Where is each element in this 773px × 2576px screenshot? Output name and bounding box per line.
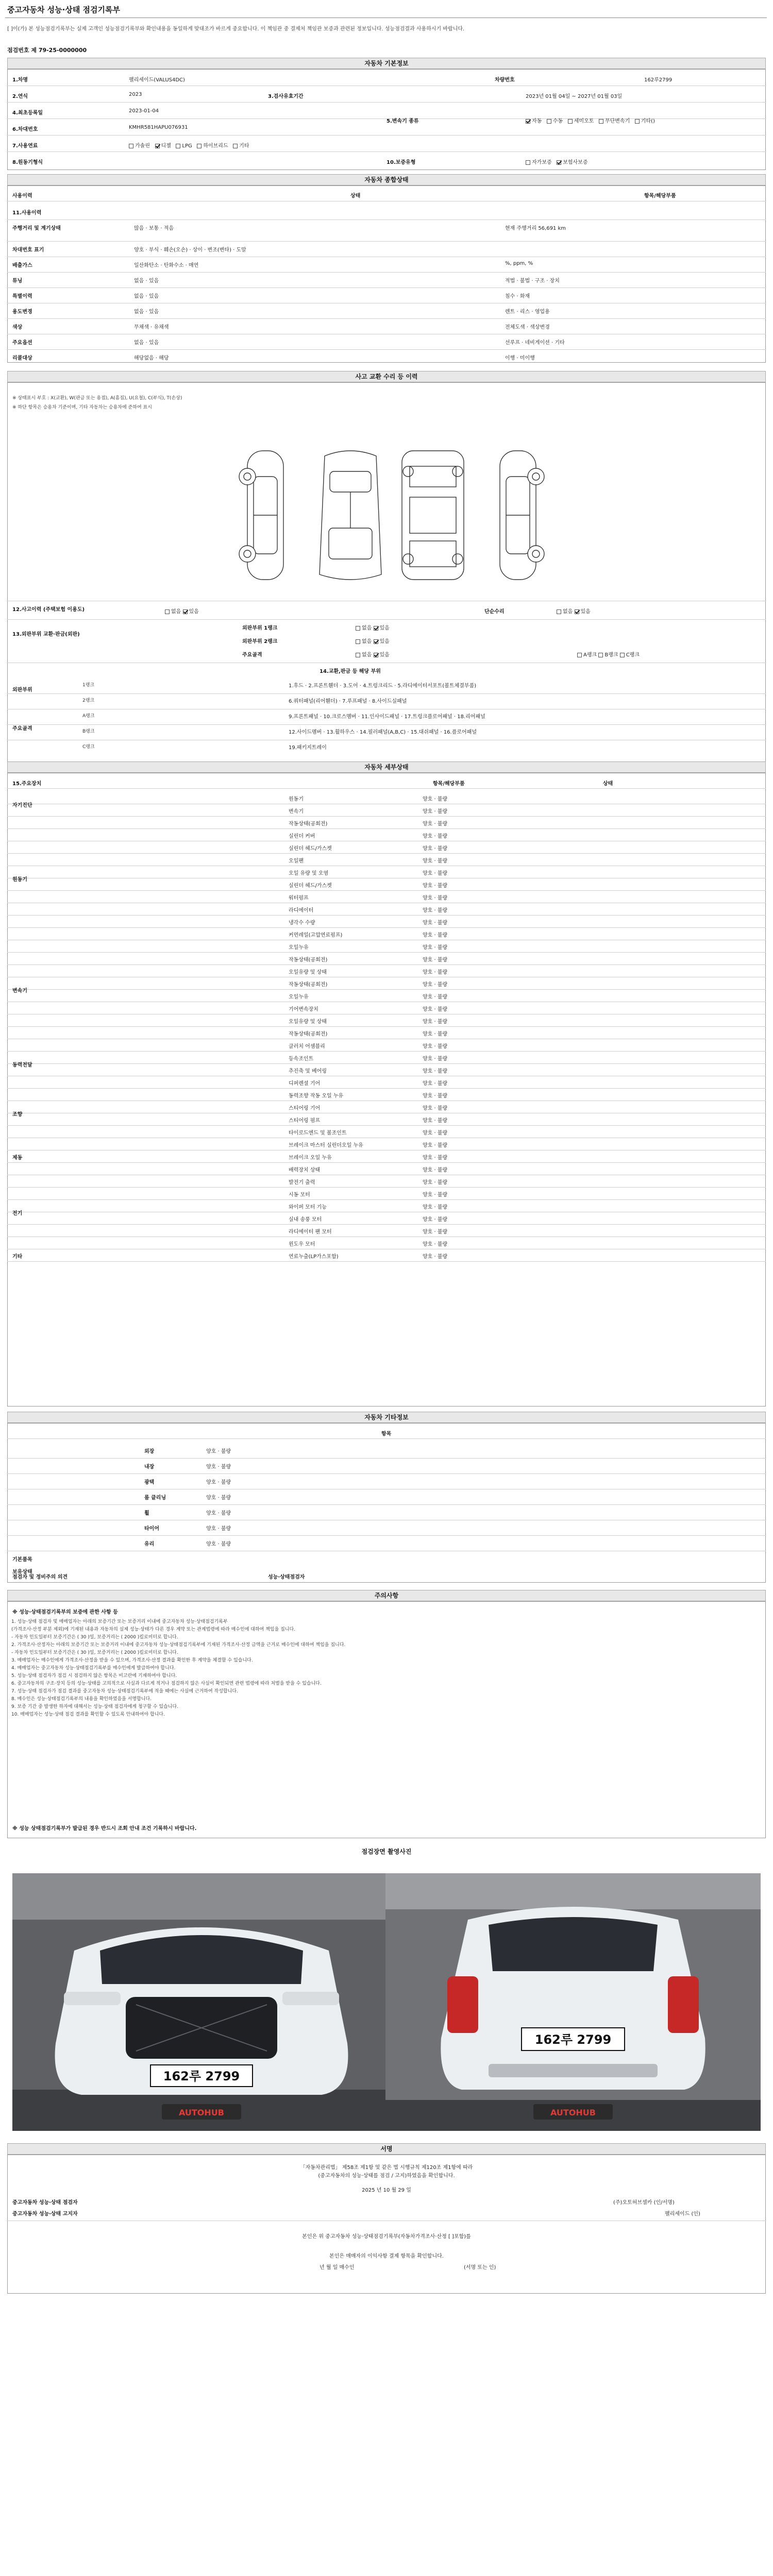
notes-line: 6. 중고자동차의 구조·장치 등의 성능·상태를 고의적으로 사실과 다르게 적거나 점검하지 않은 사실이 확인되면 관련 법령에 따라 처벌을 받을 수 있습니다. (11, 1681, 322, 1686)
detail-state-header: 자동차 세부상태 (7, 761, 766, 773)
detail-state: 양호 · 불량 (423, 1192, 448, 1198)
detail-item: 작동상태(공회전) (289, 982, 328, 988)
overall-row-label: 리콜대상 (12, 355, 32, 361)
part-rank-label: C랭크 (82, 744, 95, 750)
detail-item: 시동 모터 (289, 1192, 310, 1198)
grid-divider (7, 964, 766, 965)
part-row-text: 6.쿼터패널(리어휀더) · 7.루프패널 · 8.사이드실패널 (289, 699, 407, 704)
doc-number-value: 79-25-0000000 (38, 47, 87, 54)
signature-statement-1: 「자동차관리법」 제58조 제1항 및 같은 법 시행규칙 제120조 제1항에 따라 (300, 2165, 473, 2171)
detail-state: 양호 · 불량 (423, 809, 448, 815)
detail-item: 오일팬 (289, 858, 304, 864)
detail-group-name: 전기 (12, 1211, 23, 1216)
grid-divider (7, 1187, 766, 1188)
overall-row-label: 색상 (12, 325, 23, 330)
overall-col-2: 상태 (350, 193, 361, 199)
rank2-label: 외판부위 2랭크 (242, 639, 278, 645)
seller-label: 중고자동차 성능·상태 고지자 (12, 2211, 78, 2217)
front-photo (12, 1873, 391, 2131)
overall-state-header: 자동차 종합상태 (7, 174, 766, 185)
buyer-sign: (서명 또는 인) (464, 2265, 496, 2270)
car-underbody-icon (402, 451, 464, 580)
overall-row-state: 없음 · 있음 (134, 340, 159, 346)
overall-row-note: 침수 · 화재 (505, 294, 530, 299)
basic-label-1: 1.차명 (12, 77, 28, 83)
notes-line: (가격조사·산정 부분 제외)에 기재된 내용과 자동차의 실제 성능·상태가 다른 경우 계약 또는 관계법령에 따라 매수인에 대하여 책임을 집니다. (11, 1627, 296, 1632)
detail-item: 실린더 헤드/가스켓 (289, 846, 332, 852)
detail-state: 양호 · 불량 (423, 1093, 448, 1099)
basic-label-6: 8.원동기형식 (12, 160, 43, 165)
detail-group-name: 제동 (12, 1155, 23, 1161)
notes-line: 9. 보증 기간 중 발생한 하자에 대해서는 성능·상태 점검자에게 청구할 수 있습니다. (11, 1704, 178, 1709)
detail-item: 스티어링 기어 (289, 1106, 321, 1111)
other-row-label: 유리 (144, 1541, 155, 1547)
seller-name: 팰리세이드 (인) (665, 2211, 700, 2217)
notes-line: 7. 성능·상태 점검자가 점검 결과를 중고자동차 성능·상태점검기록부에 적을 때에는 사실에 근거하여 작성합니다. (11, 1689, 238, 1694)
notes-line: 8. 매수인은 성능·상태점검기록부의 내용을 확인하였음을 서명합니다. (11, 1697, 152, 1702)
detail-col-1: 15.주요장치 (12, 781, 42, 787)
detail-state: 양호 · 불량 (423, 821, 448, 827)
other-row-options: 양호 · 불량 (206, 1449, 231, 1454)
overall-row-state: 무채색 · 유채색 (134, 325, 169, 330)
detail-item: 오일 유량 및 오염 (289, 871, 329, 876)
notes-header-line: ※ 성능·상태점검기록부의 보증에 관한 사항 등 (12, 1609, 118, 1615)
car-diagram (227, 435, 557, 595)
basic-value-1b: 162루2799 (644, 77, 673, 83)
overall-row-note: 현재 주행거리 56,691 km (505, 226, 566, 231)
car-side-left-icon (239, 451, 283, 580)
other-row-label: 내장 (144, 1464, 155, 1470)
grid-divider (7, 1026, 766, 1027)
basic-label-1b: 차량번호 (495, 77, 515, 83)
detail-item: 윈도우 모터 (289, 1242, 315, 1247)
fuel-options: 가솔린 디젤 LPG 하이브리드 기타 (129, 141, 249, 149)
simple-repair-options: 없음 있음 (557, 607, 591, 615)
rank3-label: 주요골격 (242, 652, 262, 658)
detail-item: 추진축 및 베어링 (289, 1069, 327, 1074)
part-row-text: 1.후드 · 2.프론트휀더 · 3.도어 · 4.트렁크리드 · 5.라디에이터서포트(볼트체결부품) (289, 683, 477, 689)
detail-state: 양호 · 불량 (423, 1130, 448, 1136)
performance-label: 성능·상태점검자 (268, 1574, 305, 1580)
grid-divider (7, 693, 766, 694)
detail-state: 양호 · 불량 (423, 1019, 448, 1025)
grid-divider (7, 853, 766, 854)
grid-divider (7, 1261, 766, 1262)
basic-label-3: 4.최초등록일 (12, 110, 43, 116)
front-watermark-text: AUTOHUB (179, 2108, 224, 2117)
notes-line: 10. 매매업자는 성능·상태 점검 결과를 확인할 수 있도록 안내하여야 합니다. (11, 1712, 165, 1717)
accident-header: 사고 교환 수리 등 이력 (7, 371, 766, 382)
detail-state: 양호 · 불량 (423, 834, 448, 839)
other-row-label: 타이어 (144, 1526, 159, 1532)
detail-state: 양호 · 불량 (423, 908, 448, 913)
grid-divider (7, 1199, 766, 1200)
grid-divider (7, 724, 766, 725)
detail-state: 양호 · 불량 (423, 1180, 448, 1185)
detail-state: 양호 · 불량 (423, 1044, 448, 1049)
detail-item: 원동기 (289, 796, 304, 802)
detail-state: 양호 · 불량 (423, 933, 448, 938)
legend-text: ※ 상태표시 부호 : X(교환), W(판금 또는 용접), A(흠집), U(요철), C(부식), T(손상) (12, 396, 182, 401)
detail-item: 워터펌프 (289, 895, 309, 901)
overall-row-label: 차대번호 표기 (12, 247, 44, 253)
basic-value-2: 2023 (129, 92, 142, 97)
overall-row-label: 특별이력 (12, 294, 32, 299)
detail-col-2: 항목/해당부품 (433, 781, 465, 787)
basic-label-4: 6.차대번호 (12, 127, 38, 132)
detail-item: 변속기 (289, 809, 304, 815)
other-col-header: 항목 (381, 1431, 392, 1437)
notes-line: 4. 매매업자는 중고자동차 성능·상태점검기록부를 매수인에게 발급하여야 합니다. (11, 1666, 176, 1671)
detail-state: 양호 · 불량 (423, 1242, 448, 1247)
notes-footer-line: ※ 성능 상태점검기록부가 발급된 경우 반드시 조회 안내 조건 기록하시 바랍니다. (12, 1826, 197, 1832)
basic-value-2b: 2023년 01월 04일 ~ 2027년 01월 03일 (526, 94, 623, 99)
detail-state: 양호 · 불량 (423, 1081, 448, 1087)
detail-item: 커먼레일(고압연료펌프) (289, 933, 343, 938)
overall-row-state: 일산화탄소 · 탄화수소 · 매연 (134, 263, 199, 268)
notes-line: 3. 매매업자는 매수인에게 가격조사·산정을 받을 수 있으며, 가격조사·산정 결과를 확인한 후 계약을 체결할 수 있습니다. (11, 1658, 253, 1663)
other-info-table (7, 1423, 766, 1583)
detail-state: 양호 · 불량 (423, 883, 448, 889)
grid-divider (7, 1088, 766, 1089)
part-rank-label: B랭크 (82, 729, 95, 734)
other-extra-label: 보유상태 (12, 1569, 32, 1575)
detail-state: 양호 · 불량 (423, 895, 448, 901)
part-row-text: 19.패키지트레이 (289, 745, 327, 751)
grid-divider (7, 1236, 766, 1237)
overall-row-label: 주요옵션 (12, 340, 32, 346)
overall-row-note: 전체도색 · 색상변경 (505, 325, 550, 330)
detail-item: 클러치 어셈블리 (289, 1044, 325, 1049)
detail-state: 양호 · 불량 (423, 1118, 448, 1124)
detail-item: 실린더 헤드/가스켓 (289, 883, 332, 889)
grid-divider (7, 1162, 766, 1163)
detail-state: 양호 · 불량 (423, 1167, 448, 1173)
detail-item: 배력장치 상태 (289, 1167, 321, 1173)
warranty-options: 자가보증 보험사보증 (526, 158, 588, 165)
detail-state: 양호 · 불량 (423, 1217, 448, 1223)
grid-divider (7, 287, 766, 288)
rear-watermark-text: AUTOHUB (550, 2108, 596, 2117)
detail-item: 스티어링 펌프 (289, 1118, 321, 1124)
grid-divider (7, 1051, 766, 1052)
basic-label-5: 7.사용연료 (12, 143, 38, 149)
rank-abc-options: A랭크 B랭크 C랭크 (577, 650, 640, 658)
inspector-opinion-label: 점검자 및 정비주의 의견 (12, 1574, 68, 1580)
grid-divider (7, 816, 766, 817)
detail-state: 양호 · 불량 (423, 871, 448, 876)
detail-item: 작동상태(공회전) (289, 821, 328, 827)
detail-state: 양호 · 불량 (423, 920, 448, 926)
detail-item: 작동상태(공회전) (289, 957, 328, 963)
other-row-label: 광택 (144, 1480, 155, 1485)
part-rank-label: 2랭크 (82, 698, 95, 703)
detail-item: 오일누유 (289, 994, 309, 1000)
simple-repair-label: 단순수리 (484, 609, 505, 615)
part-row-text: 9.프론트패널 · 10.크로스멤버 · 11.인사이드패널 · 17.트렁크플로어패널 · 18.리어패널 (289, 714, 485, 720)
detail-group-name: 원동기 (12, 877, 27, 883)
basic-value-1: 팰리세이드(VALUS4DC) (129, 77, 185, 83)
other-row-label: 외장 (144, 1449, 155, 1454)
part-section-title: 14.교환,판금 등 해당 부위 (320, 669, 381, 674)
notes-line: 1. 성능·상태 점검자 및 매매업자는 아래의 보증기간 또는 보증거리 이내에 중고자동차 성능·상태점검기록부 (11, 1619, 228, 1624)
detail-item: 실내 송풍 모터 (289, 1217, 322, 1223)
doc-number-label: 점검번호 제 (7, 47, 37, 54)
grid-divider (7, 952, 766, 953)
grid-divider (7, 318, 766, 319)
detail-item: 와이퍼 모터 기능 (289, 1205, 327, 1210)
detail-col-3: 상태 (603, 781, 613, 787)
other-row-label: 룸 클리닝 (144, 1495, 166, 1501)
overall-state-table (7, 185, 766, 363)
grid-divider (7, 1100, 766, 1101)
overall-row-state: 많음 · 보통 · 적음 (134, 226, 174, 231)
part-frame-label: 주요골격 (12, 726, 32, 732)
detail-state: 양호 · 불량 (423, 858, 448, 864)
signature-statement-2: (중고자동차의 성능·상태를 점검 / 고지)하였음을 확인합니다. (318, 2173, 455, 2179)
overall-row-state: 해당없음 · 해당 (134, 355, 169, 361)
buyer-statement-2: 본인은 매매자의 이익사항 결제 항목을 확인합니다. (329, 2253, 444, 2259)
overall-row-label: 주행거리 및 계기상태 (12, 226, 61, 231)
overall-row-label: 튜닝 (12, 278, 23, 284)
grid-divider (7, 927, 766, 928)
detail-group-name: 동력전달 (12, 1062, 32, 1068)
detail-group-name: 기타 (12, 1254, 23, 1260)
detail-state: 양호 · 불량 (423, 1069, 448, 1074)
overall-row-note: 선루프 · 네비게이션 · 기타 (505, 340, 565, 346)
detail-item: 라디에이터 팬 모터 (289, 1229, 332, 1235)
detail-item: 작동상태(공회전) (289, 1031, 328, 1037)
other-row-options: 양호 · 불량 (206, 1480, 231, 1485)
part-exterior-label: 외판부위 (12, 687, 32, 693)
other-row-options: 양호 · 불량 (206, 1526, 231, 1532)
grid-divider (7, 1063, 766, 1064)
other-row-options: 양호 · 불량 (206, 1464, 231, 1470)
part-row-text: 12.사이드멤버 · 13.휠하우스 · 14.필러패널(A,B,C) · 15.대쉬패널 · 16.플로어패널 (289, 730, 477, 735)
notes-line: - 자동차 인도일부터 보증기간은 ( 30 )일, 보증거리는 ( 2000 )킬로미터로 합니다. (11, 1635, 178, 1640)
detail-group-name: 자기진단 (12, 803, 32, 808)
rank2-options: 없음 있음 (356, 637, 390, 645)
detail-item: 동력조향 작동 오일 누유 (289, 1093, 344, 1099)
grid-divider (7, 890, 766, 891)
detail-state: 양호 · 불량 (423, 1205, 448, 1210)
other-row-options: 양호 · 불량 (206, 1495, 231, 1501)
detail-state: 양호 · 불량 (423, 1031, 448, 1037)
overall-row-label: 11.사용이력 (12, 210, 42, 216)
detail-item: 오일누유 (289, 945, 309, 951)
accident-history-label: 12.사고이력 (주택보험 이용도) (12, 607, 85, 613)
grid-divider (7, 241, 766, 242)
detail-state: 양호 · 불량 (423, 1056, 448, 1062)
overall-row-note: 적법 · 불법 · 구조 · 장치 (505, 278, 560, 284)
detail-state: 양호 · 불량 (423, 1229, 448, 1235)
overall-row-note: 렌트 · 리스 · 영업용 (505, 309, 550, 315)
detail-item: 오일유량 및 상태 (289, 970, 327, 975)
exterior-part-label: 13.외판부위 교환·판금(외판) (12, 632, 80, 637)
car-side-right-icon (500, 451, 544, 580)
other-info-header: 자동차 기타정보 (7, 1412, 766, 1423)
basic-info-header: 자동차 기본정보 (7, 58, 766, 69)
grid-divider (7, 1473, 766, 1474)
basic-value-4: KMHR581HAPU076931 (129, 125, 188, 130)
photos-header: 점검장면 촬영사진 (7, 1846, 766, 1858)
part-rank-label: A랭크 (82, 714, 95, 719)
other-row-label: 휠 (144, 1511, 149, 1516)
overall-col-1: 사용이력 (12, 193, 32, 199)
basic-label-2b: 3.검사유효기간 (268, 94, 304, 99)
detail-group-name: 조향 (12, 1112, 23, 1117)
grid-divider (7, 1125, 766, 1126)
grid-divider (7, 272, 766, 273)
front-plate-text: 162루 2799 (163, 2069, 240, 2083)
detail-item: 기어변속장치 (289, 1007, 318, 1012)
car-top-front-icon (320, 451, 381, 580)
other-extra-label: 기본품목 (12, 1557, 32, 1563)
overall-row-state: 양호 · 부식 · 훼손(오손) · 상이 · 변조(변타) · 도말 (134, 247, 246, 253)
overall-row-label: 배출가스 (12, 263, 32, 268)
detail-state: 양호 · 불량 (423, 1155, 448, 1161)
detail-item: 연료누출(LP가스포함) (289, 1254, 339, 1260)
legend-text-2: ※ 하단 항목은 승용차 기준이며, 기타 자동차는 승용차에 준하여 표시 (12, 405, 152, 410)
detail-state: 양호 · 불량 (423, 994, 448, 1000)
inspector-label: 중고자동차 성능·상태 점검자 (12, 2200, 78, 2206)
detail-item: 실린더 커버 (289, 834, 315, 839)
detail-state-table (7, 773, 766, 1406)
detail-state: 양호 · 불량 (423, 1106, 448, 1111)
overall-col-3: 항목/해당부품 (644, 193, 676, 199)
overall-row-label: 용도변경 (12, 309, 32, 315)
basic-label-2: 2.연식 (12, 94, 28, 99)
detail-group-name: 변속기 (12, 988, 27, 994)
overall-row-state: 없음 · 있음 (134, 278, 159, 284)
basic-label-3b: 5.변속기 종류 (386, 118, 419, 124)
overall-row-note: %, ppm, % (505, 261, 533, 266)
rank1-label: 외판부위 1랭크 (242, 625, 278, 631)
signature-header: 서명 (7, 2143, 766, 2155)
detail-item: 브레이크 오일 누유 (289, 1155, 332, 1161)
detail-state: 양호 · 불량 (423, 1254, 448, 1260)
notes-line: 2. 가격조사·산정자는 아래의 보증기간 또는 보증거리 이내에 중고자동차 성능·상태점검기록부에 기재된 가격조사·산정 금액을 근거로 매수인에 대하여 책임을 집니다. (11, 1642, 346, 1648)
detail-item: 오일유량 및 상태 (289, 1019, 327, 1025)
basic-value-3: 2023-01-04 (129, 108, 159, 114)
detail-item: 등속조인트 (289, 1056, 314, 1062)
detail-item: 브레이크 마스터 실린더오일 누유 (289, 1143, 363, 1148)
grid-divider (7, 219, 766, 220)
rank3-options: 없음 있음 (356, 650, 390, 658)
transmission-options: 자동 수동 세미오토 무단변속기 기타() (526, 116, 655, 124)
grid-divider (7, 1224, 766, 1225)
grid-divider (7, 915, 766, 916)
notes-line: - 자동차 인도일부터 보증기간은 ( 30 )일, 보증거리는 ( 2000 )킬로미터로 합니다. (11, 1650, 178, 1655)
grid-divider (7, 989, 766, 990)
notes-header: 주의사항 (7, 1590, 766, 1601)
detail-state: 양호 · 불량 (423, 1007, 448, 1012)
detail-state: 양호 · 불량 (423, 957, 448, 963)
buyer-date: 년 월 일 매수인 (320, 2265, 355, 2270)
detail-item: 타이로드엔드 및 볼조인트 (289, 1130, 347, 1136)
grid-divider (7, 1504, 766, 1505)
grid-divider (7, 1458, 766, 1459)
grid-divider (7, 1535, 766, 1536)
grid-divider (7, 349, 766, 350)
other-row-options: 양호 · 불량 (206, 1511, 231, 1516)
notes-line: 5. 성능·상태 점검자가 점검 시 점검하지 않은 항목은 비고란에 기재하여야 합니다. (11, 1673, 177, 1679)
part-rank-label: 1랭크 (82, 683, 95, 688)
rear-photo (385, 1873, 761, 2131)
overall-row-state: 없음 · 있음 (134, 309, 159, 315)
grid-divider (7, 828, 766, 829)
other-row-options: 양호 · 불량 (206, 1541, 231, 1547)
document-number (7, 46, 87, 54)
detail-state: 양호 · 불량 (423, 796, 448, 802)
detail-item: 냉각수 수량 (289, 920, 315, 926)
detail-state: 양호 · 불량 (423, 982, 448, 988)
detail-item: 라디에이터 (289, 908, 314, 913)
rear-plate-text: 162루 2799 (534, 2032, 612, 2047)
rank1-options: 없음 있음 (356, 623, 390, 631)
accident-history-options: 없음 있음 (165, 607, 199, 615)
signature-date: 2025 년 10 월 29 일 (362, 2188, 411, 2193)
inspector-name: (주)오토허브셀카 (인/서명) (613, 2200, 675, 2206)
detail-state: 양호 · 불량 (423, 945, 448, 951)
document-title: 중고자동차 성능·상태 점검기록부 (7, 5, 121, 14)
detail-state: 양호 · 불량 (423, 970, 448, 975)
notice-text: [ ]이(가) 본 성능점검기록부는 실제 고객인 성능점검기록부와 확인내용을 동일하게 맞대조가 바르게 중요합니다. 이 책임관 중 결제처 책임관 보증과 관련된 정보입니다. 성능점검결과 사용하시기 바랍니다. (7, 26, 465, 32)
buyer-statement: 본인은 위 중고자동차 성능·상태점검기록부(자동차가격조사·산정 [ ]포함)를 (302, 2234, 471, 2240)
overall-row-note: 이행 · 미이행 (505, 355, 535, 361)
overall-row-state: 없음 · 있음 (134, 294, 159, 299)
detail-item: 발전기 출력 (289, 1180, 315, 1185)
basic-label-6b: 10.보증유형 (386, 160, 416, 165)
detail-state: 양호 · 불량 (423, 846, 448, 852)
detail-state: 양호 · 불량 (423, 1143, 448, 1148)
detail-item: 디퍼렌셜 기어 (289, 1081, 321, 1087)
